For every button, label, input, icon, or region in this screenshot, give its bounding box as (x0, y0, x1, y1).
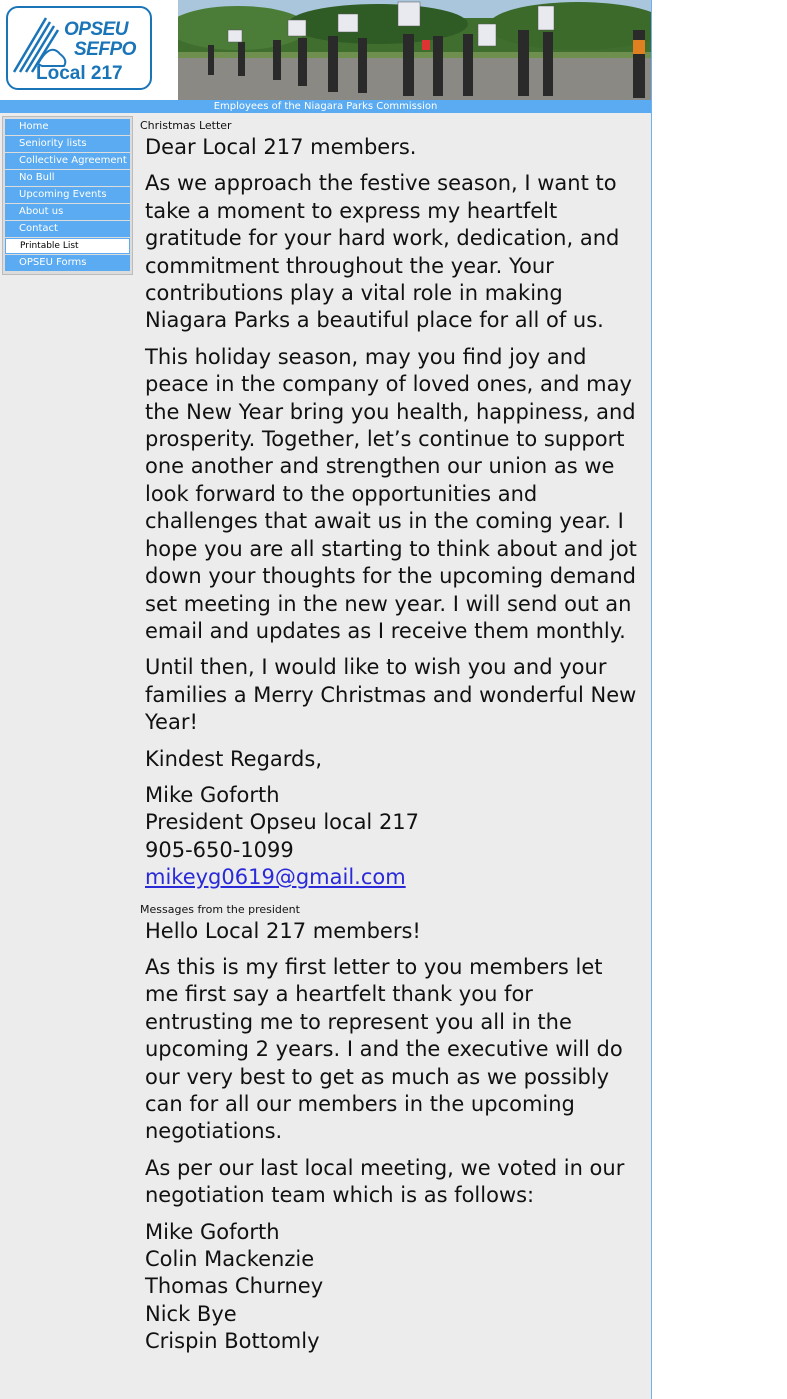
sidebar-nav (2, 116, 133, 275)
main-content (140, 117, 640, 1365)
site-tagline: Employees of the Niagara Parks Commission (0, 100, 651, 113)
banner-photo (178, 0, 651, 100)
sidebar-item-collective-agreement[interactable]: Collective Agreement (5, 153, 130, 169)
team-member: Colin Mackenzie (145, 1247, 315, 1272)
paragraph: As we approach the festive season, I want to take a moment to express my heartfelt gratitude for your hard work, dedication, and commitment throughout the year. Your contributions play a vital role in making Niagara Parks a beautiful place for all of us. (145, 171, 620, 333)
team-member: Mike Goforth (145, 1219, 280, 1244)
team-member: Crispin Bottomly (145, 1329, 320, 1354)
christmas-letter-section (140, 117, 640, 892)
opseu-logo[interactable] (6, 6, 152, 90)
paragraph: This holiday season, may you find joy and peace in the company of loved ones, and may the New Year bring you health, happiness, and prosperity. Together, let’s continue to support one another and strengthen our union as we look forward to the opportunities and challenges that await us in the coming year. I hope you are all starting to think about and jot down your thoughts for the upcoming demand set meeting in the new year. I will send out an email and updates as I receive them monthly. (145, 344, 637, 643)
logo-opseu-text: OPSEU (64, 19, 129, 40)
sidebar-item-upcoming-events[interactable]: Upcoming Events (5, 187, 130, 203)
team-member: Nick Bye (145, 1301, 237, 1326)
sidebar (0, 113, 133, 1399)
greeting: Dear Local 217 members. (145, 135, 417, 159)
paragraph: As this is my first letter to you members let me first say a heartfelt thank you for entrusting me to represent you all in the upcoming 2 years. I and the executive will do our very best to get as much as we possibly can for all our members in the upcoming negotiations. (145, 954, 623, 1144)
signature-phone: 905-650-1099 (145, 837, 294, 862)
sidebar-item-seniority-lists[interactable]: Seniority lists (5, 136, 130, 152)
sidebar-item-home[interactable]: Home (5, 119, 130, 135)
sidebar-item-about-us[interactable]: About us (5, 204, 130, 220)
section-title: Christmas Letter (140, 119, 232, 132)
paragraph: As per our last local meeting, we voted in our negotiation team which is as follows: (145, 1155, 625, 1208)
post-body (140, 918, 640, 1356)
site-header (0, 0, 651, 100)
signature-title: President Opseu local 217 (145, 810, 420, 835)
sidebar-item-opseu-forms[interactable]: OPSEU Forms (5, 255, 130, 271)
greeting: Hello Local 217 members! (145, 918, 421, 943)
section-title: Messages from the president (140, 902, 300, 916)
signature-block (145, 782, 640, 892)
team-member: Thomas Churney (145, 1274, 324, 1299)
sidebar-item-contact[interactable]: Contact (5, 221, 130, 237)
sidebar-subitem-printable-list[interactable]: Printable List (5, 238, 130, 254)
team-list (145, 1219, 640, 1356)
signature-name: Mike Goforth (145, 782, 280, 807)
president-messages-section (140, 901, 640, 1356)
logo-local-text: Local 217 (36, 63, 123, 84)
paragraph: Until then, I would like to wish you and your families a Merry Christmas and wonderful New Year! (145, 655, 637, 735)
sidebar-item-no-bull[interactable]: No Bull (5, 170, 130, 186)
signature-email-link[interactable]: mikeyg0619@gmail.com (145, 865, 406, 890)
logo-sefpo-text: SEFPO (74, 39, 136, 60)
closing: Kindest Regards, (145, 746, 322, 771)
post-body (140, 134, 640, 892)
